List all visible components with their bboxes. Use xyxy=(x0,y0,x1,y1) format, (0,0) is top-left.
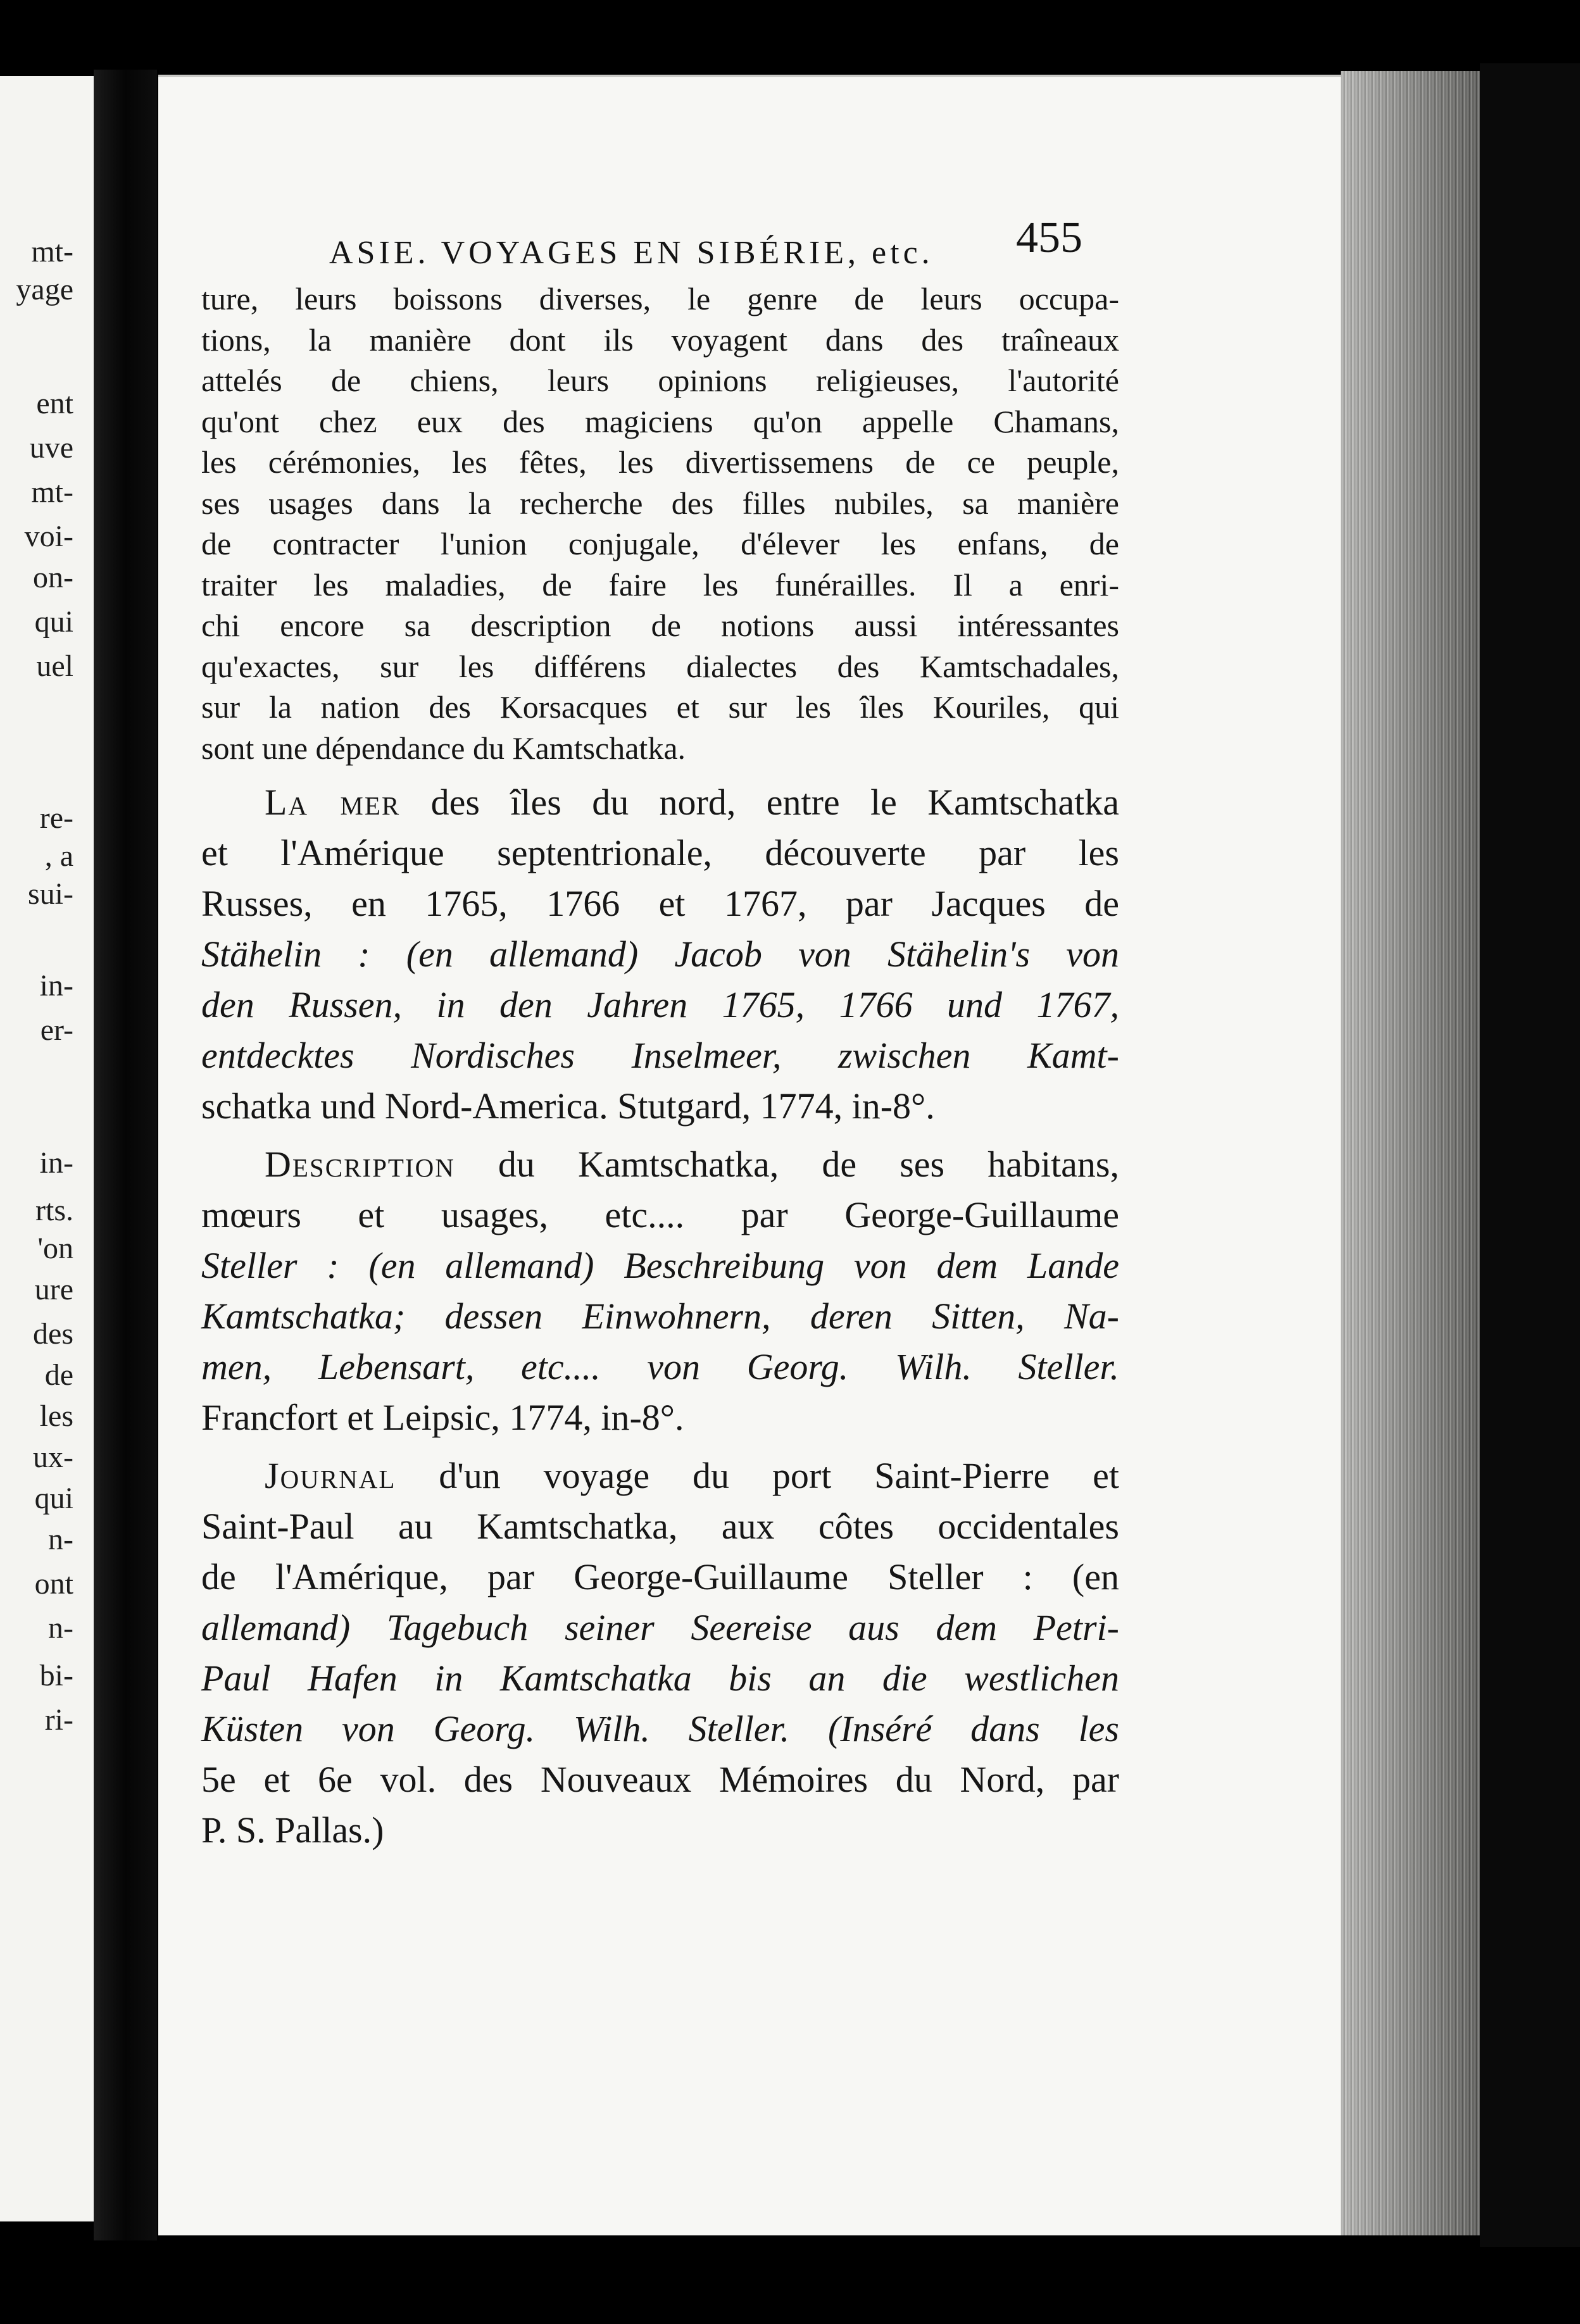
entry-line: entdecktes Nordisches Inselmeer, zwischen Kamt- xyxy=(201,1035,1119,1076)
left-page-fragment: in- xyxy=(39,969,73,1003)
entry-line: Kamtschatka; dessen Einwohnern, deren Sitten, Na- xyxy=(201,1296,1119,1337)
left-page-fragment: re- xyxy=(39,801,73,835)
entry-line: Saint-Paul au Kamtschatka, aux côtes occidentales xyxy=(201,1506,1119,1547)
entry-lead: Description xyxy=(265,1144,455,1185)
paragraph-line: ses usages dans la recherche des filles nubiles, sa manière xyxy=(201,485,1119,521)
entry-line: Francfort et Leipsic, 1774, in-8°. xyxy=(201,1397,684,1438)
entry-line: den Russen, in den Jahren 1765, 1766 und 1767, xyxy=(201,984,1119,1025)
left-page-fragment: uel xyxy=(36,649,73,683)
entry-lead: La mer xyxy=(265,782,401,823)
left-page-fragment: qui xyxy=(34,1482,73,1515)
paragraph-line: de contracter l'union conjugale, d'élever les enfans, de xyxy=(201,526,1119,561)
entry-line: 5e et 6e vol. des Nouveaux Mémoires du Nord, par xyxy=(201,1759,1119,1800)
left-page-fragment: n- xyxy=(48,1523,73,1556)
entry-line: P. S. Pallas.) xyxy=(201,1809,384,1851)
page-number: 455 xyxy=(1016,213,1082,262)
running-head: ASIE. VOYAGES EN SIBÉRIE, etc. xyxy=(329,235,934,271)
entry-lead: Journal xyxy=(265,1455,396,1496)
page-edges xyxy=(1341,71,1480,2235)
left-page-fragment: voi- xyxy=(24,520,73,553)
paragraph-line: qu'ont chez eux des magiciens qu'on appelle Chamans, xyxy=(201,403,1119,439)
entry-line: Journal d'un voyage du port Saint-Pierre et xyxy=(265,1455,1119,1496)
left-page-fragment: des xyxy=(33,1317,73,1351)
entry-line: et l'Amérique septentrionale, découverte par les xyxy=(201,832,1119,873)
left-page-fragment: les xyxy=(39,1399,73,1433)
left-page-fragment: ux- xyxy=(33,1440,73,1474)
left-facing-page xyxy=(0,76,94,2221)
left-page-fragment: mt- xyxy=(31,475,73,509)
left-page-fragment: mt- xyxy=(31,235,73,268)
left-page-fragment: n- xyxy=(48,1611,73,1645)
paragraph-line: traiter les maladies, de faire les funérailles. Il a enri- xyxy=(201,566,1119,603)
paragraph-continuation xyxy=(201,278,1119,768)
entry-line: Küsten von Georg. Wilh. Steller. (Inséré dans les xyxy=(201,1708,1119,1749)
entry-line: Paul Hafen in Kamtschatka bis an die westlichen xyxy=(201,1658,1119,1699)
entry-line: schatka und Nord-America. Stutgard, 1774, in-8°. xyxy=(201,1085,935,1127)
paragraph-line: sur la nation des Korsacques et sur les îles Kouriles, qui xyxy=(201,689,1119,725)
entry-line: Stähelin : (en allemand) Jacob von Stähelin's von xyxy=(201,934,1119,975)
entry-line: mœurs et usages, etc.... par George-Guillaume xyxy=(201,1194,1119,1235)
text-block xyxy=(201,278,1119,1856)
entry-line: men, Lebensart, etc.... von Georg. Wilh. Steller. xyxy=(201,1346,1119,1387)
left-page-fragment: ent xyxy=(36,387,73,420)
book-gutter xyxy=(94,70,157,2240)
left-page-fragment: er- xyxy=(40,1013,73,1047)
left-page-fragment: de xyxy=(44,1358,73,1392)
left-page-fragment: , a xyxy=(44,839,73,873)
left-page-fragment: qui xyxy=(34,605,73,639)
edges-shadow xyxy=(1480,63,1580,2247)
entry-line: Steller : (en allemand) Beschreibung von dem Lande xyxy=(201,1245,1119,1286)
left-page-fragment: 'on xyxy=(37,1232,73,1265)
paragraph-line: qu'exactes, sur les différens dialectes des Kamtschadales, xyxy=(201,648,1119,684)
left-page-fragment: sui- xyxy=(28,877,73,911)
left-page-fragment: in- xyxy=(39,1146,73,1180)
left-page-fragment: rts. xyxy=(35,1194,73,1227)
entry-journal xyxy=(201,1451,1119,1856)
paragraph-line: chi encore sa description de notions aussi intéressantes xyxy=(201,608,1119,643)
entry-line: Russes, en 1765, 1766 et 1767, par Jacques de xyxy=(201,883,1119,924)
left-page-fragment: ure xyxy=(34,1273,73,1306)
left-page-fragment: ri- xyxy=(44,1703,73,1737)
left-page-fragment: on- xyxy=(33,561,73,594)
left-page-fragment: ont xyxy=(34,1567,73,1601)
entry-line: de l'Amérique, par George-Guillaume Steller : (en xyxy=(201,1556,1119,1597)
paragraph-line: attelés de chiens, leurs opinions religieuses, l'autorité xyxy=(201,363,1119,398)
entry-line: La mer des îles du nord, entre le Kamtschatka xyxy=(265,782,1119,823)
entry-la-mer xyxy=(201,777,1119,1132)
entry-description xyxy=(201,1139,1119,1443)
paragraph-line: ture, leurs boissons diverses, le genre de leurs occupa- xyxy=(201,281,1119,316)
paragraph-line: tions, la manière dont ils voyagent dans des traîneaux xyxy=(201,322,1119,358)
left-page-fragment: uve xyxy=(29,431,73,465)
entry-line: allemand) Tagebuch seiner Seereise aus dem Petri- xyxy=(201,1607,1119,1648)
paragraph-line: les cérémonies, les fêtes, les divertissemens de ce peuple, xyxy=(201,444,1119,480)
paragraph-line: sont une dépendance du Kamtschatka. xyxy=(201,730,686,766)
left-page-fragment: bi- xyxy=(39,1659,73,1692)
entry-line: Description du Kamtschatka, de ses habitans, xyxy=(265,1144,1119,1185)
left-page-fragment: yage xyxy=(16,273,73,306)
